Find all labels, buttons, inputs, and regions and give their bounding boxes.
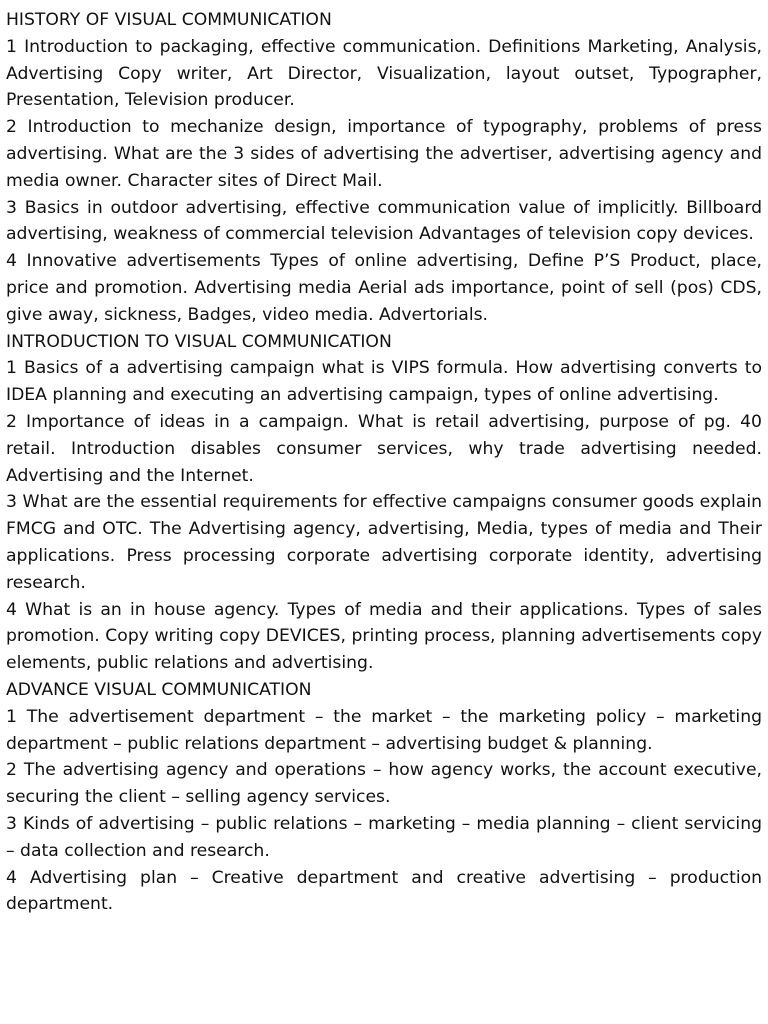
section-heading: INTRODUCTION TO VISUAL COMMUNICATION — [6, 331, 392, 352]
topic-item: 3 What are the essential requirements for effective campaigns consumer goods explain FMCG and OTC. The Advertising agency, advertising, Media, types of media and Their applications. Press processing corporate advertising corporate identity, advertising research. — [6, 492, 762, 593]
topic-item: 1 Introduction to packaging, effective communication. Definitions Marketing, Analysis, Advertising Copy writer, Art Director, Visualization, layout outset, Typographer, Presentation, Television producer. — [6, 36, 762, 111]
topic-item: 4 Innovative advertisements Types of online advertising, Define P’S Product, place, price and promotion. Advertising media Aerial ads importance, point of sell (pos) CDS, give away, sickness, Badges, video media. Advertorials. — [6, 251, 762, 325]
topic-item: 2 Importance of ideas in a campaign. What is retail advertising, purpose of pg. 40 retail. Introduction disables consumer services, why trade advertising needed. Advertising and the Internet. — [6, 411, 762, 486]
section-heading: HISTORY OF VISUAL COMMUNICATION — [6, 10, 332, 30]
topic-item: 1 Basics of a advertising campaign what is VIPS formula. How advertising converts to IDEA planning and executing an advertising campaign, types of online advertising. — [6, 358, 762, 406]
topic-item: 4 What is an in house agency. Types of media and their applications. Types of sales promotion. Copy writing copy DEVICES, printing process, planning advertisements copy elements, public relations and advertising. — [6, 599, 762, 674]
topic-item: 3 Basics in outdoor advertising, effective communication value of implicitly. Billboard advertising, weakness of commercial television Advantages of television copy devices. — [6, 197, 762, 245]
section-heading: ADVANCE VISUAL COMMUNICATION — [6, 679, 312, 700]
syllabus-document — [6, 7, 762, 918]
section-history — [6, 7, 762, 329]
topic-item: 3 Kinds of advertising – public relations – marketing – media planning – client servicing – data collection and research. — [6, 813, 762, 861]
topic-item: 2 The advertising agency and operations – how agency works, the account executive, securing the client – selling agency services. — [6, 760, 762, 808]
topic-item: 2 Introduction to mechanize design, importance of typography, problems of press advertising. What are the 3 sides of advertising the advertiser, advertising agency and media owner. Character sites of Direct Mail. — [6, 117, 762, 191]
topic-item: 4 Advertising plan – Creative department and creative advertising – production department. — [6, 867, 762, 915]
topic-item: 1 The advertisement department – the market – the marketing policy – marketing department – public relations department – advertising budget & planning. — [6, 706, 762, 754]
section-introduction — [6, 329, 762, 677]
section-advance — [6, 677, 762, 918]
